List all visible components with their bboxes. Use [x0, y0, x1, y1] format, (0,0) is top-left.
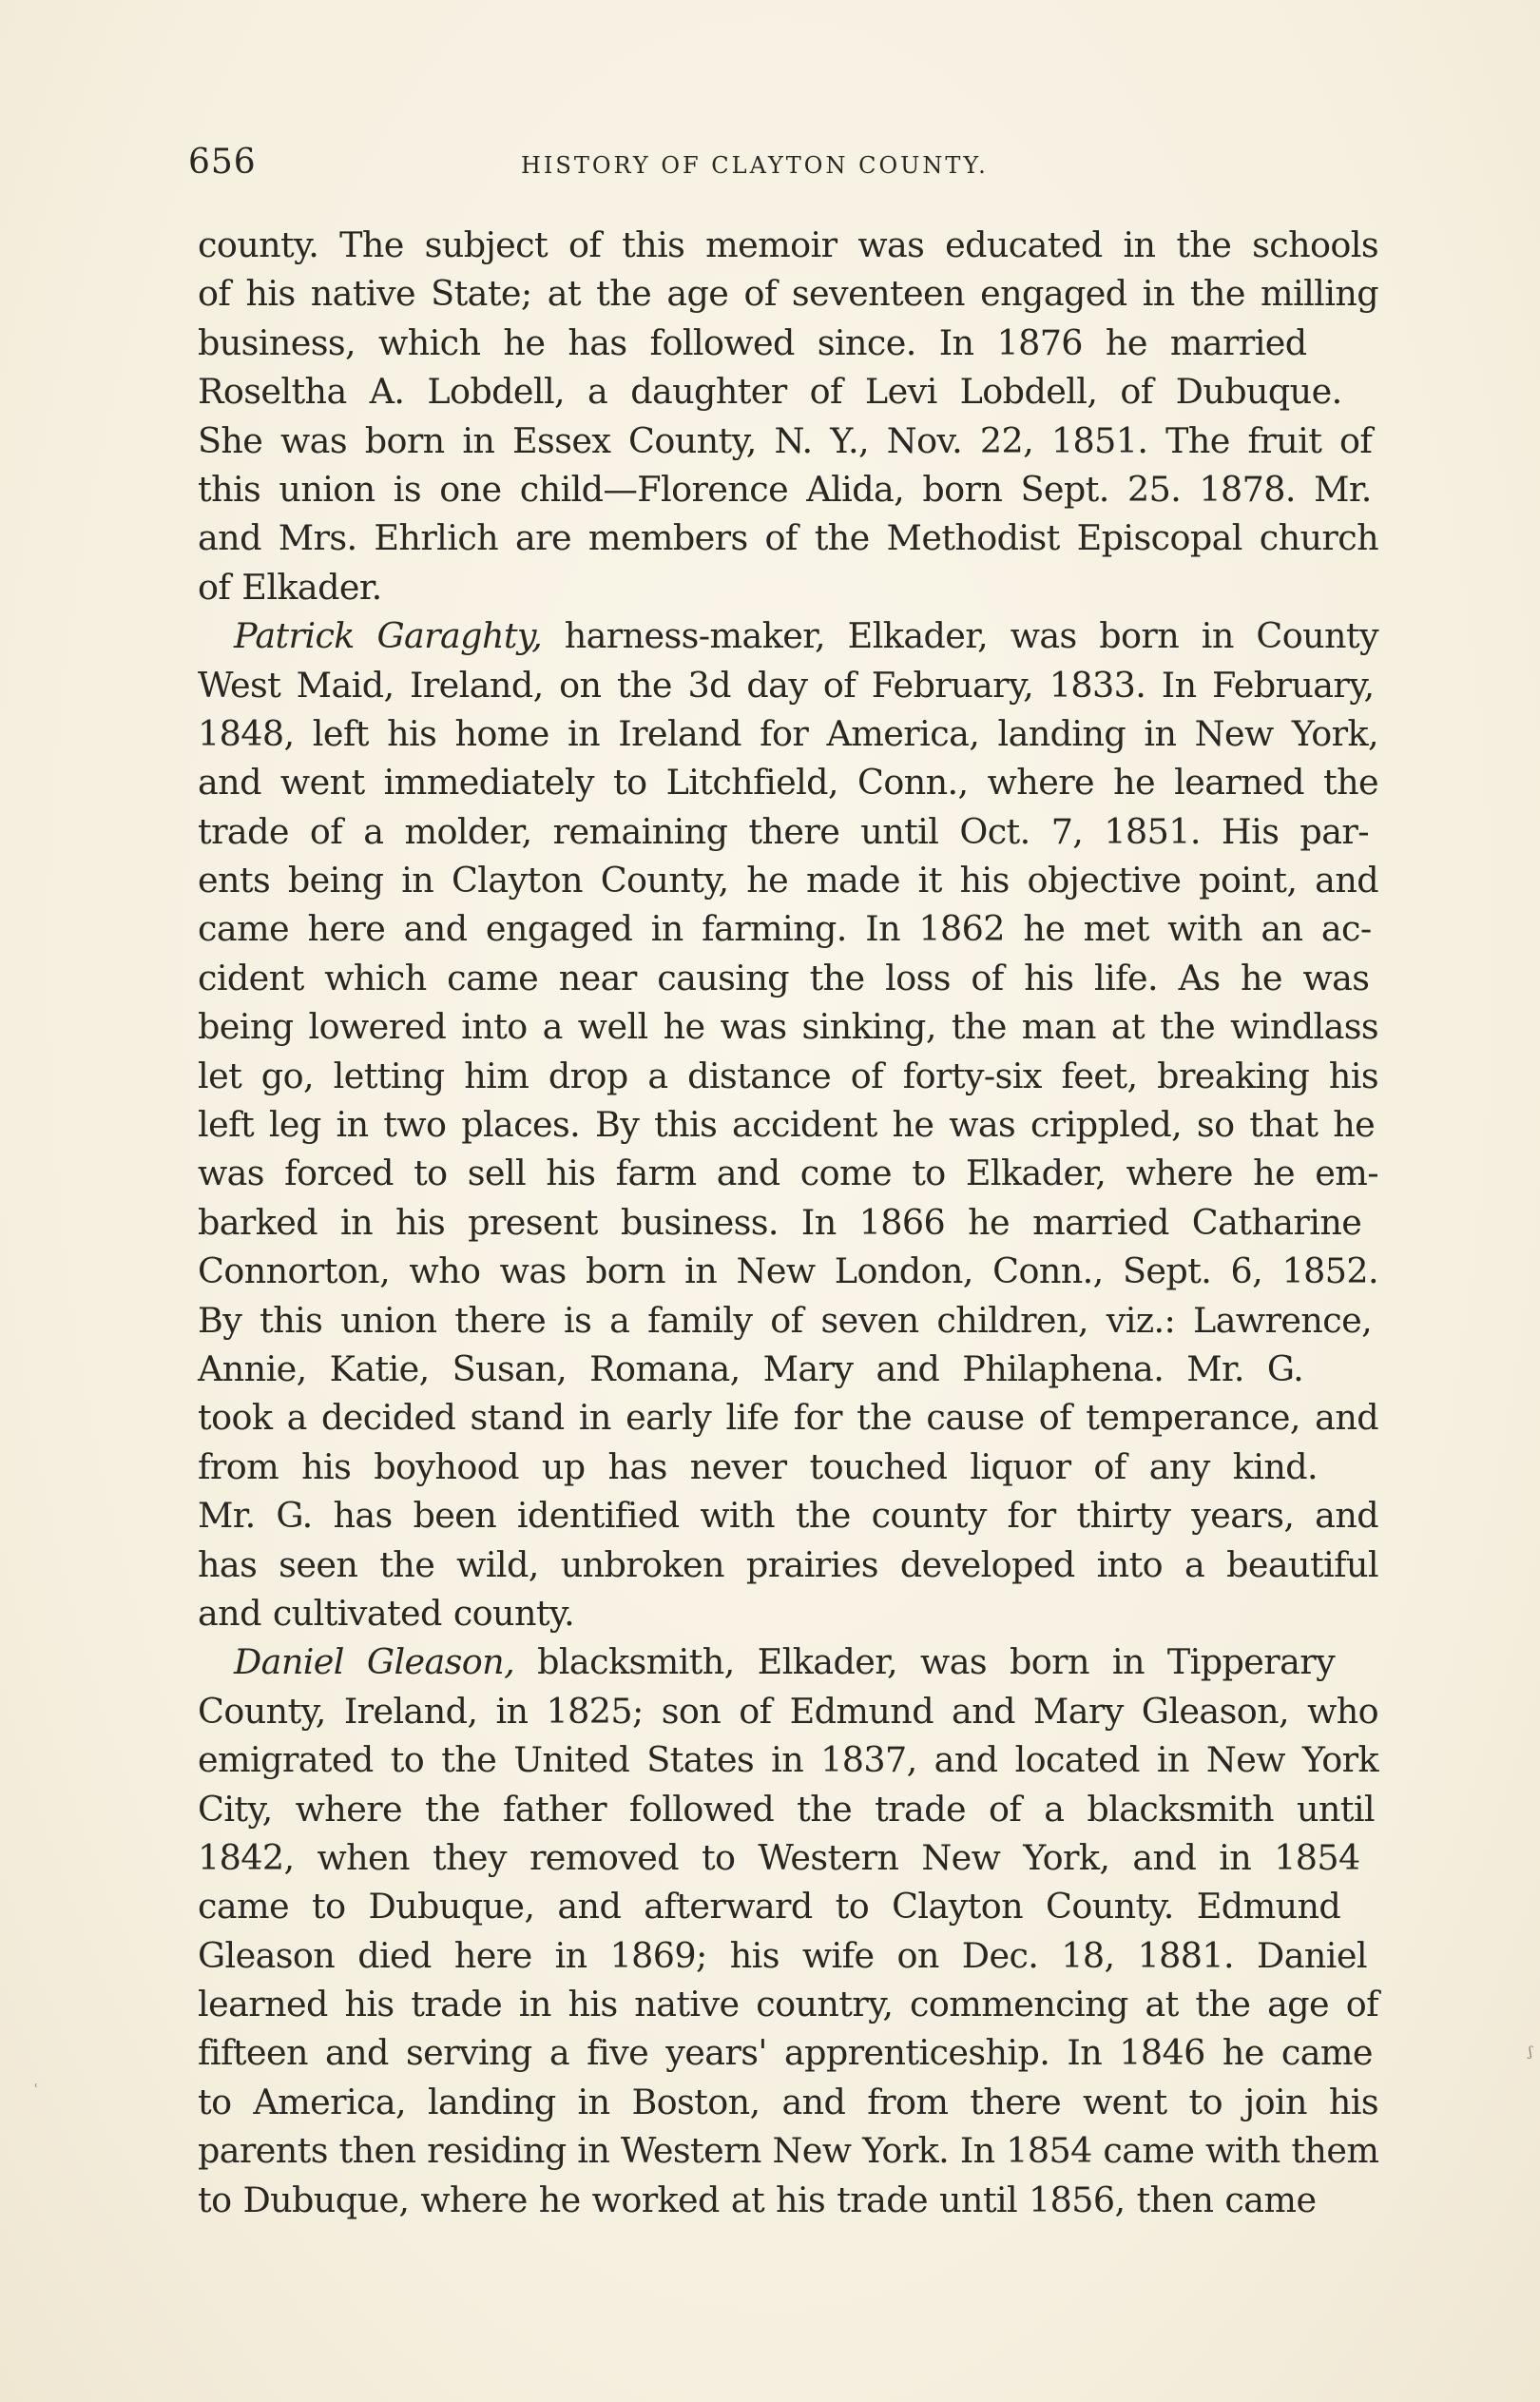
text-line: barked in his present business. In 1866 he married Catharine: [198, 1201, 1362, 1243]
page-header: [188, 143, 1378, 190]
text-line: to America, landing in Boston, and from there went to join his: [198, 2081, 1378, 2122]
text-line: county. The subject of this memoir was educated in the schools: [198, 224, 1378, 265]
text-line: cident which came near causing the loss of his life. As he was: [198, 957, 1370, 998]
text-line: ents being in Clayton County, he made it his objective point, and: [198, 860, 1378, 901]
text-line: was forced to sell his farm and come to Elkader, where he em-: [198, 1153, 1378, 1194]
text-line: and cultivated county.: [198, 1592, 575, 1634]
text-line: parents then residing in Western New York. In 1854 came with them: [198, 2130, 1379, 2172]
text-line: West Maid, Ireland, on the 3d day of February, 1833. In February,: [198, 664, 1375, 706]
text-line: learned his trade in his native country, commencing at the age of: [198, 1984, 1378, 2025]
text-line: Mr. G. has been identified with the county for thirty years, and: [198, 1495, 1378, 1537]
text-line: came here and engaged in farming. In 1862 he met with an ac-: [198, 908, 1372, 950]
text-line: let go, letting him drop a distance of forty-six feet, breaking his: [198, 1055, 1378, 1096]
text-line: being lowered into a well he was sinking, the man at the windlass: [198, 1006, 1378, 1048]
body-text: [198, 221, 1378, 2224]
biography-name: Daniel Gleason,: [234, 1641, 515, 1683]
text-line: this union is one child—Florence Alida, born Sept. 25. 1878. Mr.: [198, 468, 1372, 510]
text-line: of Elkader.: [198, 566, 382, 608]
text-line: Annie, Katie, Susan, Romana, Mary and Philaphena. Mr. G.: [198, 1347, 1304, 1389]
paragraph-patrick-garaghty: [198, 611, 1378, 1637]
text-line: to Dubuque, where he worked at his trade until 1856, then came: [198, 2179, 1317, 2220]
text-line: Connorton, who was born in New London, Conn., Sept. 6, 1852.: [198, 1250, 1378, 1292]
text-line: Gleason died here in 1869; his wife on Dec. 18, 1881. Daniel: [198, 1934, 1367, 1976]
text-line: [198, 611, 1378, 660]
text-line: City, where the father followed the trade of a blacksmith until: [198, 1788, 1375, 1830]
text-line: fifteen and serving a five years' apprenticeship. In 1846 he came: [198, 2032, 1373, 2074]
text-line: 1848, left his home in Ireland for America, landing in New York,: [198, 712, 1378, 754]
text-line: Roseltha A. Lobdell, a daughter of Levi Lobdell, of Dubuque.: [198, 371, 1342, 413]
biography-name: Patrick Garaghty,: [234, 615, 543, 657]
text-line: She was born in Essex County, N. Y., Nov. 22, 1851. The fruit of: [198, 419, 1373, 461]
text-line: 1842, when they removed to Western New York, and in 1854: [198, 1836, 1360, 1878]
paragraph-ehrlich-continuation: [198, 221, 1378, 611]
text-line: left leg in two places. By this accident he was crippled, so that he: [198, 1104, 1376, 1146]
page-number: 656: [188, 143, 257, 182]
text-line: has seen the wild, unbroken prairies developed into a beautiful: [198, 1543, 1378, 1585]
text-line: and went immediately to Litchfield, Conn., where he learned the: [198, 762, 1378, 804]
margin-speck-right: ʃ: [1529, 2044, 1532, 2060]
text-line: of his native State; at the age of seventeen engaged in the milling: [198, 273, 1378, 315]
margin-speck-left: ʿ: [34, 2082, 39, 2098]
text-line: came to Dubuque, and afterward to Clayton County. Edmund: [198, 1886, 1341, 1927]
running-head: HISTORY OF CLAYTON COUNTY.: [521, 152, 989, 179]
text-run: harness-maker, Elkader, was born in County: [542, 615, 1378, 657]
text-line: trade of a molder, remaining there until Oct. 7, 1851. His par-: [198, 810, 1369, 852]
text-run: blacksmith, Elkader, was born in Tipperary: [514, 1641, 1336, 1683]
text-line: took a decided stand in early life for the cause of temperance, and: [198, 1397, 1378, 1439]
text-line: By this union there is a family of seven children, viz.: Lawrence,: [198, 1299, 1373, 1341]
text-line: and Mrs. Ehrlich are members of the Methodist Episcopal church: [198, 517, 1378, 559]
text-line: business, which he has followed since. In 1876 he married: [198, 321, 1307, 363]
text-line: [198, 1637, 1378, 1686]
text-line: emigrated to the United States in 1837, and located in New York: [198, 1739, 1378, 1781]
paragraph-daniel-gleason: [198, 1637, 1378, 2224]
text-line: from his boyhood up has never touched liquor of any kind.: [198, 1445, 1319, 1487]
text-line: County, Ireland, in 1825; son of Edmund and Mary Gleason, who: [198, 1690, 1378, 1732]
